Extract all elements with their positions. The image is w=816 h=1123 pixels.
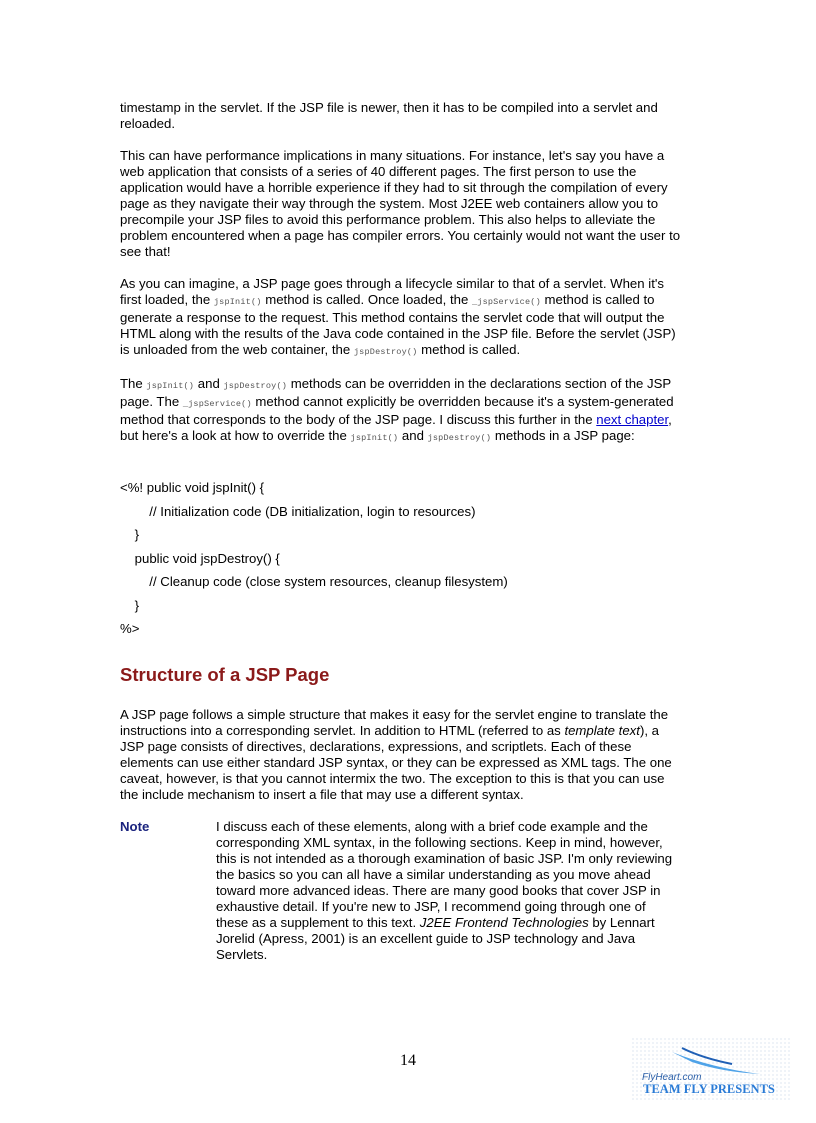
inline-code-jspservice: _jspService()	[471, 297, 541, 307]
code-line: }	[120, 527, 140, 542]
emphasis: template text	[564, 722, 640, 738]
text: and	[194, 376, 224, 391]
text: method cannot explicitly be overridden because it's a system-generated method that corresponds to the body of the JSP page. I discuss this further in the	[120, 394, 674, 427]
inline-code-jspservice: _jspService()	[182, 399, 252, 409]
paragraph-4	[120, 376, 686, 446]
page-number: 14	[400, 1052, 416, 1069]
book-title: J2EE Frontend Technologies	[419, 914, 589, 930]
text: method is called. Once loaded, the	[261, 292, 472, 307]
note-box	[120, 819, 686, 963]
document-page	[120, 100, 686, 963]
text: The	[120, 376, 147, 391]
section-heading: Structure of a JSP Page	[120, 663, 330, 685]
text: by Lennart Jorelid (Apress, 2001) is an excellent guide to JSP technology and Java Servlets.	[216, 914, 655, 962]
paragraph-5	[120, 707, 686, 803]
text: As you can imagine, a JSP page goes through a lifecycle similar to that of a servlet. When it's first loaded, the	[120, 276, 664, 307]
code-line: public void jspDestroy() {	[120, 550, 280, 566]
logo-text: TEAM FLY PRESENTS	[643, 1082, 775, 1096]
inline-code-jspdestroy: jspDestroy()	[223, 381, 288, 391]
next-chapter-link[interactable]: next chapter	[596, 412, 669, 427]
code-line: // Cleanup code (close system resources, cleanup filesystem)	[120, 574, 508, 589]
note-label: Note	[120, 818, 150, 834]
code-line: }	[120, 597, 140, 613]
text: methods can be overridden in the declarations section of the JSP page. The	[120, 376, 671, 409]
text: method is called to generate a response to the request. This method contains the servlet code that will output the HTML along with the results of the Java code contained in the JSP file. Before the servlet (JSP) is unloaded from the web container, the	[120, 292, 676, 357]
code-line: %>	[120, 621, 140, 636]
text: I discuss each of these elements, along with a brief code example and the corresponding XML syntax, in the following sections. Keep in mind, however, this is not intended as a thorough examination of basic JSP. I'm only reviewing the basics so you can all have a similar understanding as you move ahead toward more advanced ideas. There are many good books that cover JSP in exhaustive detail. If you're new to JSP, I recommend going through one of these as a supplement to this text.	[216, 818, 673, 930]
text: , but here's a look at how to override the	[120, 412, 672, 443]
inline-code-jspinit: jspInit()	[350, 433, 399, 443]
text: ), a JSP page consists of directives, declarations, expressions, and scriptlets. Each of these elements can use either standard JSP syntax, or they can be expressed as XML tags. The one caveat, however, is that you cannot intermix the two. The exception to this is that you can use the include mechanism to insert a file that may use a different syntax.	[120, 722, 672, 802]
text: methods in a JSP page:	[491, 428, 635, 443]
paragraph-1: timestamp in the servlet. If the JSP file is newer, then it has to be compiled into a servlet and reloaded.	[120, 100, 658, 131]
code-block	[120, 476, 686, 641]
code-line: // Initialization code (DB initialization, login to resources)	[120, 503, 476, 519]
text: method is called.	[417, 342, 521, 357]
inline-code-jspdestroy: jspDestroy()	[427, 433, 492, 443]
inline-code-jspinit: jspInit()	[146, 381, 195, 391]
paragraph-2: This can have performance implications in many situations. For instance, let's say you have a web application that consists of a series of 40 different pages. The first person to use the application would have a horrible experience if they had to sit through the compilation of every page as they navigate their way through the system. Most J2EE web containers allow you to precompile your JSP files to avoid this performance problem. This also helps to alleviate the problem encountered when a page has compiler errors. You certainly would not want the user to see that!	[120, 148, 681, 259]
text: and	[398, 428, 428, 443]
note-body	[216, 819, 681, 963]
paragraph-3	[120, 276, 686, 360]
inline-code-jspinit: jspInit()	[213, 297, 262, 307]
text: A JSP page follows a simple structure that makes it easy for the servlet engine to translate the instructions into a corresponding servlet. In addition to HTML (referred to as	[120, 706, 669, 738]
code-line: <%! public void jspInit() {	[120, 480, 265, 495]
logo-site: FlyHeart.com	[642, 1072, 702, 1083]
inline-code-jspdestroy: jspDestroy()	[353, 347, 418, 357]
